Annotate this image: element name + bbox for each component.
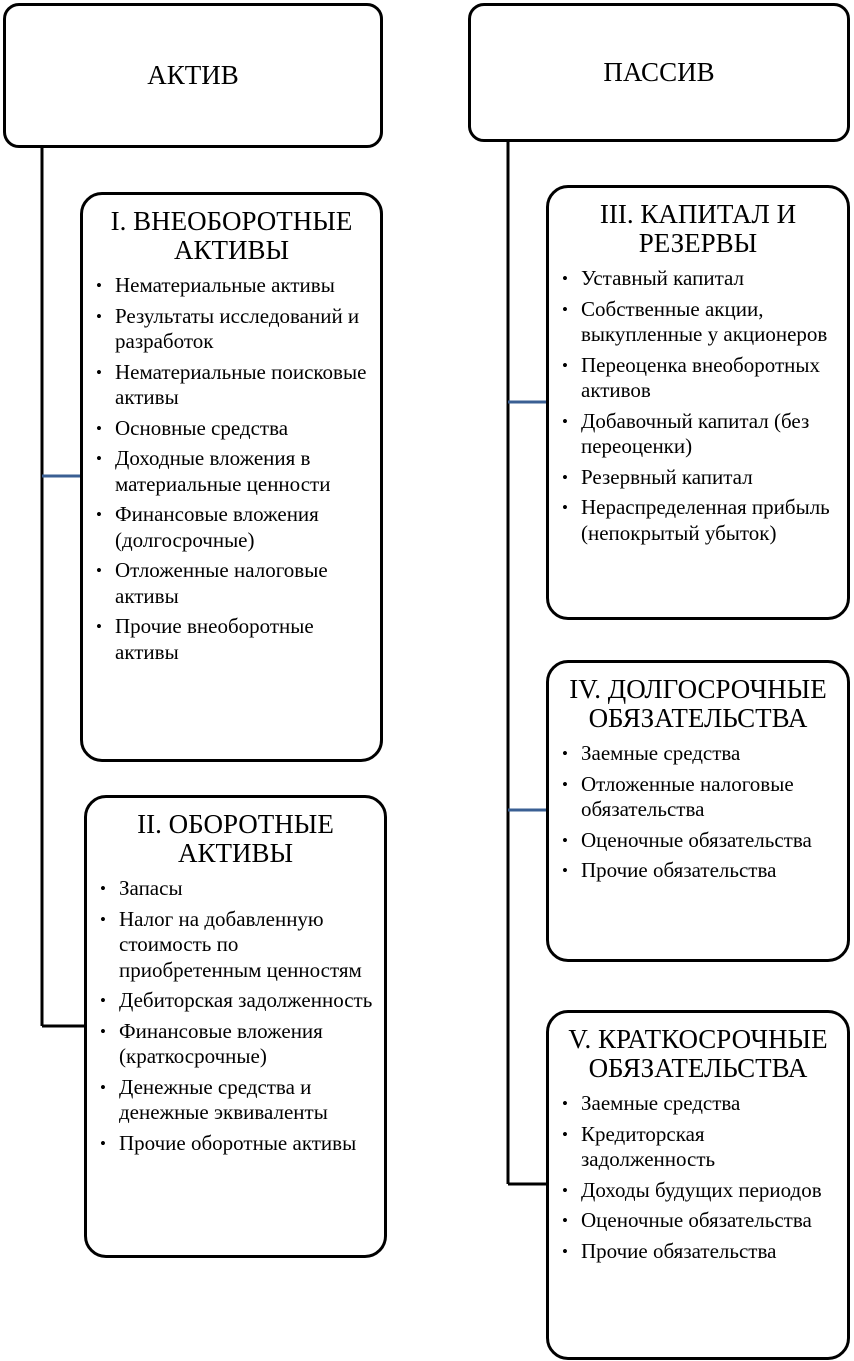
list-item: • Доходные вложения в материальные ценности [93, 446, 374, 497]
assets-title: АКТИВ [147, 60, 239, 90]
list-item: • Прочие оборотные активы [97, 1131, 378, 1157]
list-item: • Резервный капитал [559, 465, 841, 491]
section-noncurrent-assets [80, 192, 383, 762]
list-item: • Результаты исследований и разработок [93, 304, 374, 355]
list-item: • Прочие внеоборотные активы [93, 614, 374, 665]
item-list [83, 273, 380, 665]
item-list [87, 876, 384, 1156]
list-item: • Налог на добавленную стоимость по приобретенным ценностям [97, 907, 378, 984]
item-list [549, 741, 847, 884]
list-item: • Нематериальные поисковые активы [93, 360, 374, 411]
list-item: • Финансовые вложения (краткосрочные) [97, 1019, 378, 1070]
list-item: • Прочие обязательства [559, 1239, 841, 1265]
liabilities-title: ПАССИВ [603, 57, 715, 87]
list-item: • Финансовые вложения (долгосрочные) [93, 502, 374, 553]
item-list [549, 1091, 847, 1264]
section-long-term-liabilities [546, 660, 850, 962]
list-item: • Нераспределенная прибыль (непокрытый убыток) [559, 495, 841, 546]
section-title: IV. ДОЛГОСРОЧНЫЕ ОБЯЗАТЕЛЬСТВА [569, 674, 827, 733]
list-item: • Заемные средства [559, 741, 841, 767]
list-item: • Добавочный капитал (без переоценки) [559, 409, 841, 460]
assets-header-box [3, 3, 383, 148]
section-title: II. ОБОРОТНЫЕ АКТИВЫ [137, 809, 334, 868]
section-short-term-liabilities [546, 1010, 850, 1360]
list-item: • Денежные средства и денежные эквиваленты [97, 1075, 378, 1126]
list-item: • Прочие обязательства [559, 858, 841, 884]
list-item: • Дебиторская задолженность [97, 988, 378, 1014]
list-item: • Отложенные налоговые активы [93, 558, 374, 609]
list-item: • Доходы будущих периодов [559, 1178, 841, 1204]
section-equity-reserves [546, 185, 850, 620]
section-title: III. КАПИТАЛ И РЕЗЕРВЫ [599, 199, 797, 258]
section-current-assets [84, 795, 387, 1258]
section-title: I. ВНЕОБОРОТНЫЕ АКТИВЫ [110, 206, 353, 265]
list-item: • Нематериальные активы [93, 273, 374, 299]
list-item: • Запасы [97, 876, 378, 902]
list-item: • Переоценка внеоборотных активов [559, 353, 841, 404]
list-item: • Собственные акции, выкупленные у акционеров [559, 297, 841, 348]
list-item: • Кредиторская задолженность [559, 1122, 841, 1173]
list-item: • Основные средства [93, 416, 374, 442]
list-item: • Отложенные налоговые обязательства [559, 772, 841, 823]
list-item: • Заемные средства [559, 1091, 841, 1117]
liabilities-header-box [468, 3, 850, 142]
section-title: V. КРАТКОСРОЧНЫЕ ОБЯЗАТЕЛЬСТВА [568, 1024, 828, 1083]
list-item: • Оценочные обязательства [559, 1208, 841, 1234]
list-item: • Уставный капитал [559, 266, 841, 292]
item-list [549, 266, 847, 546]
list-item: • Оценочные обязательства [559, 828, 841, 854]
